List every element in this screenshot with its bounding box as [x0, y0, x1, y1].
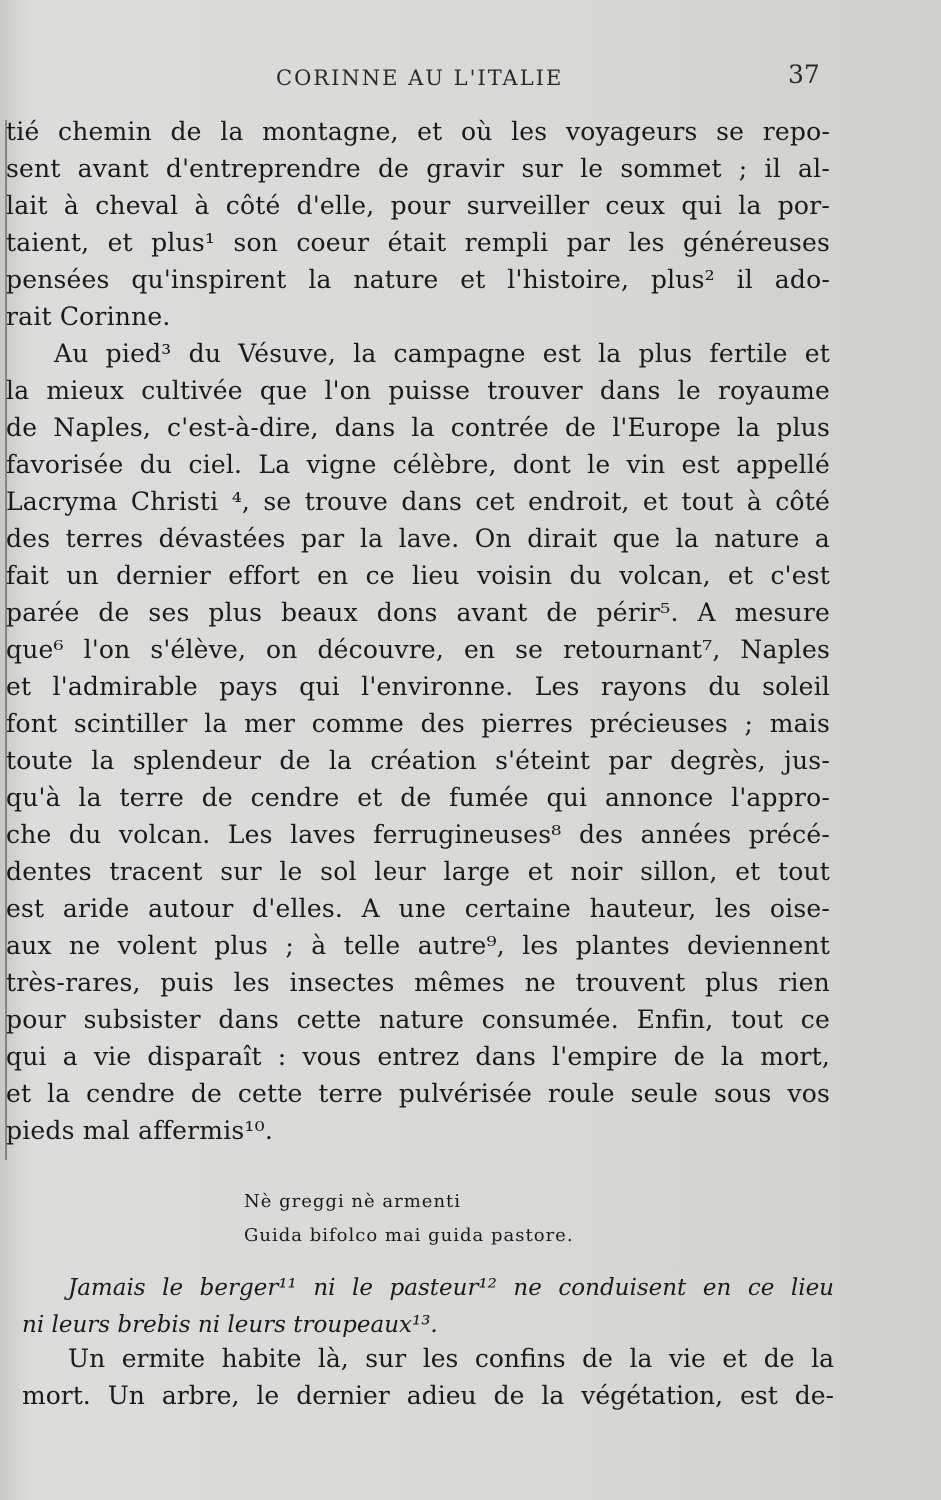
- text-line: mort. Un arbre, le dernier adieu de la végétation, est de-: [22, 1381, 834, 1410]
- translation-line: Jamais le berger¹¹ ni le pasteur¹² ne conduisent en ce lieu: [68, 1275, 834, 1301]
- text-line: que⁶ l'on s'élève, on découvre, en se retournant⁷, Naples: [6, 635, 830, 664]
- text-line: font scintiller la mer comme des pierres précieuses ; mais: [6, 709, 830, 738]
- continued-text: [22, 1340, 834, 1414]
- text-line: aux ne volent plus ; à telle autre⁹, les plantes deviennent: [6, 931, 830, 960]
- text-line: pour subsister dans cette nature consumée. Enfin, tout ce: [6, 1005, 830, 1034]
- text-line: rait Corinne.: [6, 302, 171, 331]
- text-line: toute la splendeur de la création s'éteint par degrès, jus-: [6, 746, 830, 775]
- text-line: la mieux cultivée que l'on puisse trouver dans le royaume: [6, 376, 830, 405]
- text-line: Lacryma Christi ⁴, se trouve dans cet endroit, et tout à côté: [6, 487, 830, 516]
- text-line: pieds mal affermis¹⁰.: [6, 1116, 274, 1145]
- text-line: qu'à la terre de cendre et de fumée qui annonce l'appro-: [6, 783, 830, 812]
- translation-line: ni leurs brebis ni leurs troupeaux¹³.: [22, 1312, 438, 1338]
- text-line: dentes tracent sur le sol leur large et noir sillon, et tout: [6, 857, 830, 886]
- text-line: sent avant d'entreprendre de gravir sur le sommet ; il al-: [6, 154, 830, 183]
- text-line: Au pied³ du Vésuve, la campagne est la plus fertile et: [54, 339, 830, 368]
- running-head: CORINNE AU L'ITALIE: [276, 66, 564, 90]
- verse-line: Guida bifolco mai guida pastore.: [244, 1225, 574, 1246]
- text-line: lait à cheval à côté d'elle, pour surveiller ceux qui la por-: [6, 191, 830, 220]
- text-line: des terres dévastées par la lave. On dirait que la nature a: [6, 524, 830, 553]
- verse-line: Nè greggi nè armenti: [244, 1191, 462, 1212]
- verse-quote: [244, 1185, 644, 1253]
- text-line: tié chemin de la montagne, et où les voyageurs se repo-: [6, 117, 830, 146]
- text-line: très-rares, puis les insectes mêmes ne trouvent plus rien: [6, 968, 830, 997]
- page-header: [0, 62, 941, 92]
- text-line: est aride autour d'elles. A une certaine hauteur, les oise-: [6, 894, 830, 923]
- text-line: taient, et plus¹ son coeur était rempli par les généreuses: [6, 228, 830, 257]
- verse-translation: [22, 1270, 834, 1344]
- text-line: de Naples, c'est-à-dire, dans la contrée de l'Europe la plus: [6, 413, 830, 442]
- main-text: [6, 113, 830, 1149]
- text-line: qui a vie disparaît : vous entrez dans l'empire de la mort,: [6, 1042, 830, 1071]
- text-line: pensées qu'inspirent la nature et l'histoire, plus² il ado-: [6, 265, 830, 294]
- text-line: parée de ses plus beaux dons avant de périr⁵. A mesure: [6, 598, 830, 627]
- text-line: et l'admirable pays qui l'environne. Les rayons du soleil: [6, 672, 830, 701]
- text-line: Un ermite habite là, sur les confins de la vie et de la: [68, 1344, 834, 1373]
- text-line: fait un dernier effort en ce lieu voisin du volcan, et c'est: [6, 561, 830, 590]
- text-line: favorisée du ciel. La vigne célèbre, dont le vin est appellé: [6, 450, 830, 479]
- text-line: che du volcan. Les laves ferrugineuses⁸ des années précé-: [6, 820, 830, 849]
- text-line: et la cendre de cette terre pulvérisée roule seule sous vos: [6, 1079, 830, 1108]
- page-number: 37: [788, 60, 820, 89]
